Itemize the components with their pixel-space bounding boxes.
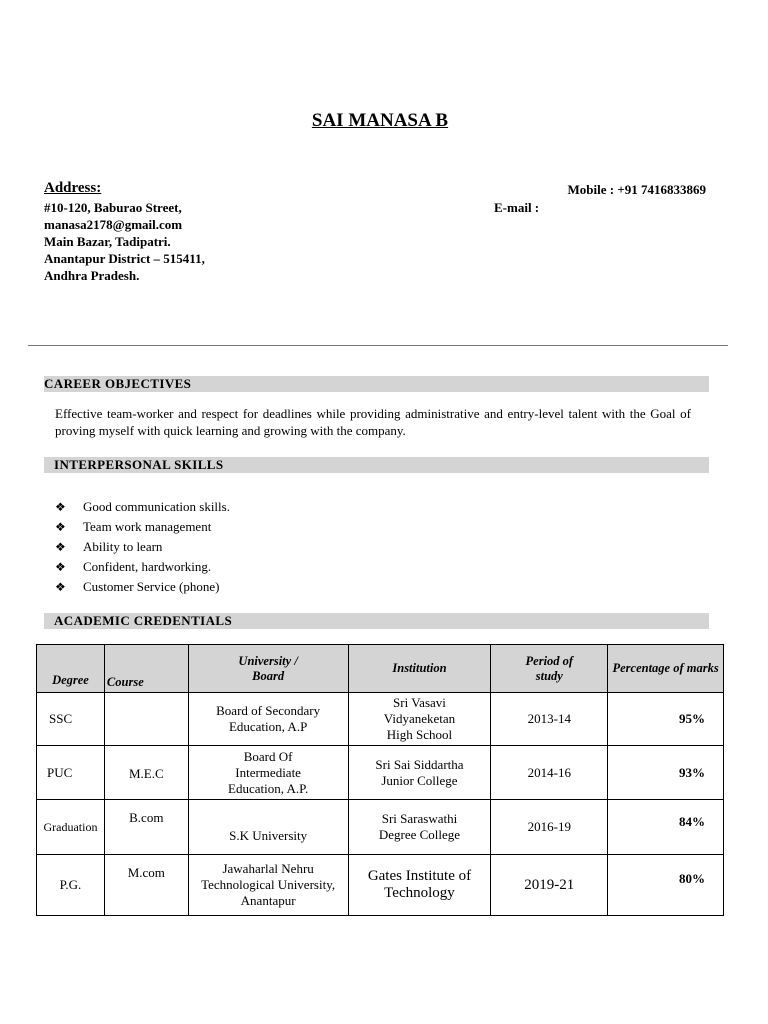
skill-text: Good communication skills. <box>83 499 230 514</box>
diamond-bullet-icon: ❖ <box>55 520 66 534</box>
list-item <box>55 577 230 597</box>
header-degree: Degree <box>37 645 105 693</box>
cell-course: M.E.C <box>104 746 188 800</box>
skills-list <box>55 497 230 597</box>
cell-institution: Sri Saraswathi Degree College <box>348 800 491 855</box>
cell-period: 2016-19 <box>491 800 608 855</box>
section-title: CAREER OBJECTIVES <box>44 376 192 391</box>
cell-institution: Sri Sai Siddartha Junior College <box>348 746 491 800</box>
header-divider <box>28 345 728 346</box>
cell-percentage: 80% <box>608 855 724 916</box>
cell-degree: PUC <box>37 746 105 800</box>
diamond-bullet-icon: ❖ <box>55 500 66 514</box>
address-line: Anantapur District – 515411, <box>44 251 205 266</box>
section-title: INTERPERSONAL SKILLS <box>54 457 224 472</box>
section-interpersonal-skills <box>44 457 709 473</box>
mobile-number: Mobile : +91 7416833869 <box>567 182 706 197</box>
table-row <box>37 693 724 746</box>
cell-period: 2019-21 <box>491 855 608 916</box>
table-row <box>37 746 724 800</box>
list-item <box>55 497 230 517</box>
address-line: #10-120, Baburao Street, <box>44 200 182 215</box>
cell-percentage: 84% <box>608 800 724 855</box>
skill-text: Confident, hardworking. <box>83 559 212 574</box>
diamond-bullet-icon: ❖ <box>55 560 66 574</box>
cell-institution: Gates Institute of Technology <box>348 855 491 916</box>
header-institution: Institution <box>348 645 491 693</box>
diamond-bullet-icon: ❖ <box>55 580 66 594</box>
email-label: E-mail : <box>494 200 540 215</box>
cell-institution: Sri Vasavi Vidyaneketan High School <box>348 693 491 746</box>
cell-university: S.K University <box>188 800 348 855</box>
section-career-objectives <box>44 376 709 392</box>
cell-degree: P.G. <box>37 855 105 916</box>
diamond-bullet-icon: ❖ <box>55 540 66 554</box>
cell-period: 2013-14 <box>491 693 608 746</box>
list-item <box>55 537 230 557</box>
address-line: Main Bazar, Tadipatri. <box>44 234 171 249</box>
cell-course: B.com <box>104 800 188 855</box>
career-objective-text: Effective team-worker and respect for deadlines while providing administrative and entry-level talent with the Goal of proving myself with quick learning and growing with the company. <box>55 406 691 438</box>
skill-text: Customer Service (phone) <box>83 579 220 594</box>
header-course: Course <box>104 645 188 693</box>
cell-period: 2014-16 <box>491 746 608 800</box>
table-header-row <box>37 645 724 693</box>
cell-university: Jawaharlal Nehru Technological University, Anantapur <box>188 855 348 916</box>
section-academic-credentials <box>44 613 709 629</box>
table-row <box>37 855 724 916</box>
table-row <box>37 800 724 855</box>
candidate-name: SAI MANASA B <box>311 110 449 131</box>
cell-degree: Graduation <box>37 800 105 855</box>
academic-table <box>36 644 724 916</box>
cell-percentage: 95% <box>608 693 724 746</box>
list-item <box>55 557 230 577</box>
header-percentage: Percentage of marks <box>608 645 724 693</box>
skill-text: Ability to learn <box>83 539 163 554</box>
list-item <box>55 517 230 537</box>
address-line: Andhra Pradesh. <box>44 268 140 283</box>
header-period: Period of study <box>491 645 608 693</box>
section-title: ACADEMIC CREDENTIALS <box>54 613 233 628</box>
skill-text: Team work management <box>83 519 212 534</box>
cell-percentage: 93% <box>608 746 724 800</box>
cell-course <box>104 693 188 746</box>
cell-degree: SSC <box>37 693 105 746</box>
cell-course: M.com <box>104 855 188 916</box>
cell-university: Board of Secondary Education, A.P <box>188 693 348 746</box>
address-email: manasa2178@gmail.com <box>44 217 183 232</box>
header-university: University / Board <box>188 645 348 693</box>
address-heading: Address: <box>44 180 102 196</box>
cell-university: Board Of Intermediate Education, A.P. <box>188 746 348 800</box>
